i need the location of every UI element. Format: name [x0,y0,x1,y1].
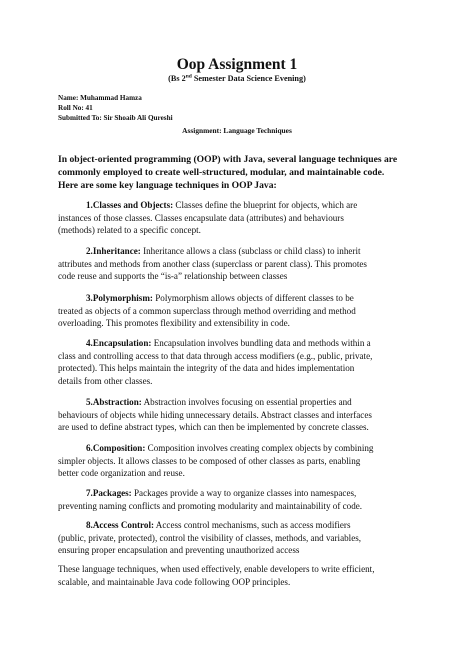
section-first-line [58,337,428,350]
document-title: Oop Assignment 1 [176,56,298,73]
roll-number: Roll No: 41 [58,104,93,112]
intro-paragraph [58,153,424,192]
section-term: 6.Composition: [86,443,146,453]
section-line: preventing naming conflicts and promoting modularity and maintainability of code. [58,500,363,511]
section-term: 3.Polymorphism: [86,293,153,303]
subtitle-suffix: Semester Data Science Evening) [191,74,306,83]
section-line: instances of those classes. Classes encapsulate data (attributes) and behaviours [58,212,344,223]
section-first-text: Composition involves creating complex objects by combining [145,443,374,453]
section-line: better code organization and reuse. [58,468,185,479]
section-term: 4.Encapsulation: [86,338,152,348]
section-first-line [58,396,428,409]
section-first-line [58,245,428,258]
subtitle-superscript: nd [185,73,192,80]
section-polymorphism [58,292,428,330]
section-line: treated as objects of a common superclass through method overriding and method [58,305,356,316]
section-term: 5.Abstraction: [86,397,142,407]
section-line: attributes and methods from another class (superclass or parent class). This promotes [58,258,367,269]
conclusion-line: These language techniques, when used effectively, enable developers to write efficient, [58,564,375,574]
section-packages [58,487,428,512]
section-first-line [58,292,428,305]
section-line: protected). This helps maintain the integrity of the data and hides implementation [58,363,355,374]
submitted-to: Submitted To: Sir Shoaib Ali Qureshi [58,114,173,122]
conclusion-paragraph [58,563,428,588]
section-first-text: Classes define the blueprint for objects, which are [173,200,358,210]
section-line: simpler objects. It allows classes to be composed of other classes as parts, enabling [58,455,361,466]
section-line: are used to define abstract types, which can then be implemented by concrete classes. [58,422,369,433]
section-first-text: Encapsulation involves bundling data and methods within a [151,338,371,348]
intro-line: In object-oriented programming (OOP) with Java, several language techniques are [58,154,398,165]
section-abstraction [58,396,428,434]
conclusion-line: scalable, and maintainable Java code following OOP principles. [58,576,291,587]
section-inheritance [58,245,428,283]
section-first-text: Abstraction involves focusing on essential properties and [141,397,352,407]
section-first-text: Access control mechanisms, such as access modifiers [154,520,351,530]
section-first-text: Inheritance allows a class (subclass or child class) to inherit [140,246,361,256]
section-line: class and controlling access to that data through access modifiers (e.g., public, private, [58,350,373,361]
assignment-heading: Assignment: Language Techniques [182,126,292,135]
document-subtitle [0,74,474,84]
section-encapsulation [58,337,428,387]
section-term: 7.Packages: [86,488,132,498]
section-access-control [58,519,428,557]
section-term: 2.Inheritance: [86,246,141,256]
section-first-line [58,442,428,455]
section-first-text: Polymorphism allows objects of different classes to be [152,293,354,303]
intro-line: commonly employed to create well-structured, modular, and maintainable code. [58,167,385,178]
section-line: details from other classes. [58,375,153,386]
section-first-line [58,487,428,500]
section-first-text: Packages provide a way to organize classes into namespaces, [131,488,357,498]
section-classes-and-objects [58,199,428,237]
section-line: (methods) related to a specific concept. [58,225,201,236]
subtitle-prefix: (Bs 2 [168,74,186,83]
section-line: behaviours of objects while hiding unnecessary details. Abstract classes and interfaces [58,409,372,420]
section-line: overloading. This promotes flexibility and extensibility in code. [58,318,290,329]
section-line: ensuring proper encapsulation and preventing unauthorized access [58,545,300,556]
section-term: 8.Access Control: [86,520,155,530]
section-term: 1.Classes and Objects: [86,200,174,210]
student-name: Name: Muhammad Hamza [58,94,142,102]
student-info [58,93,173,123]
section-line: code reuse and supports the “is-a” relationship between classes [58,271,288,282]
section-first-line [58,519,428,532]
section-line: (public, private, protected), control the visibility of classes, methods, and variables, [58,532,362,543]
section-first-line [58,199,428,212]
section-composition [58,442,428,480]
intro-line: Here are some key language techniques in OOP Java: [58,180,277,191]
